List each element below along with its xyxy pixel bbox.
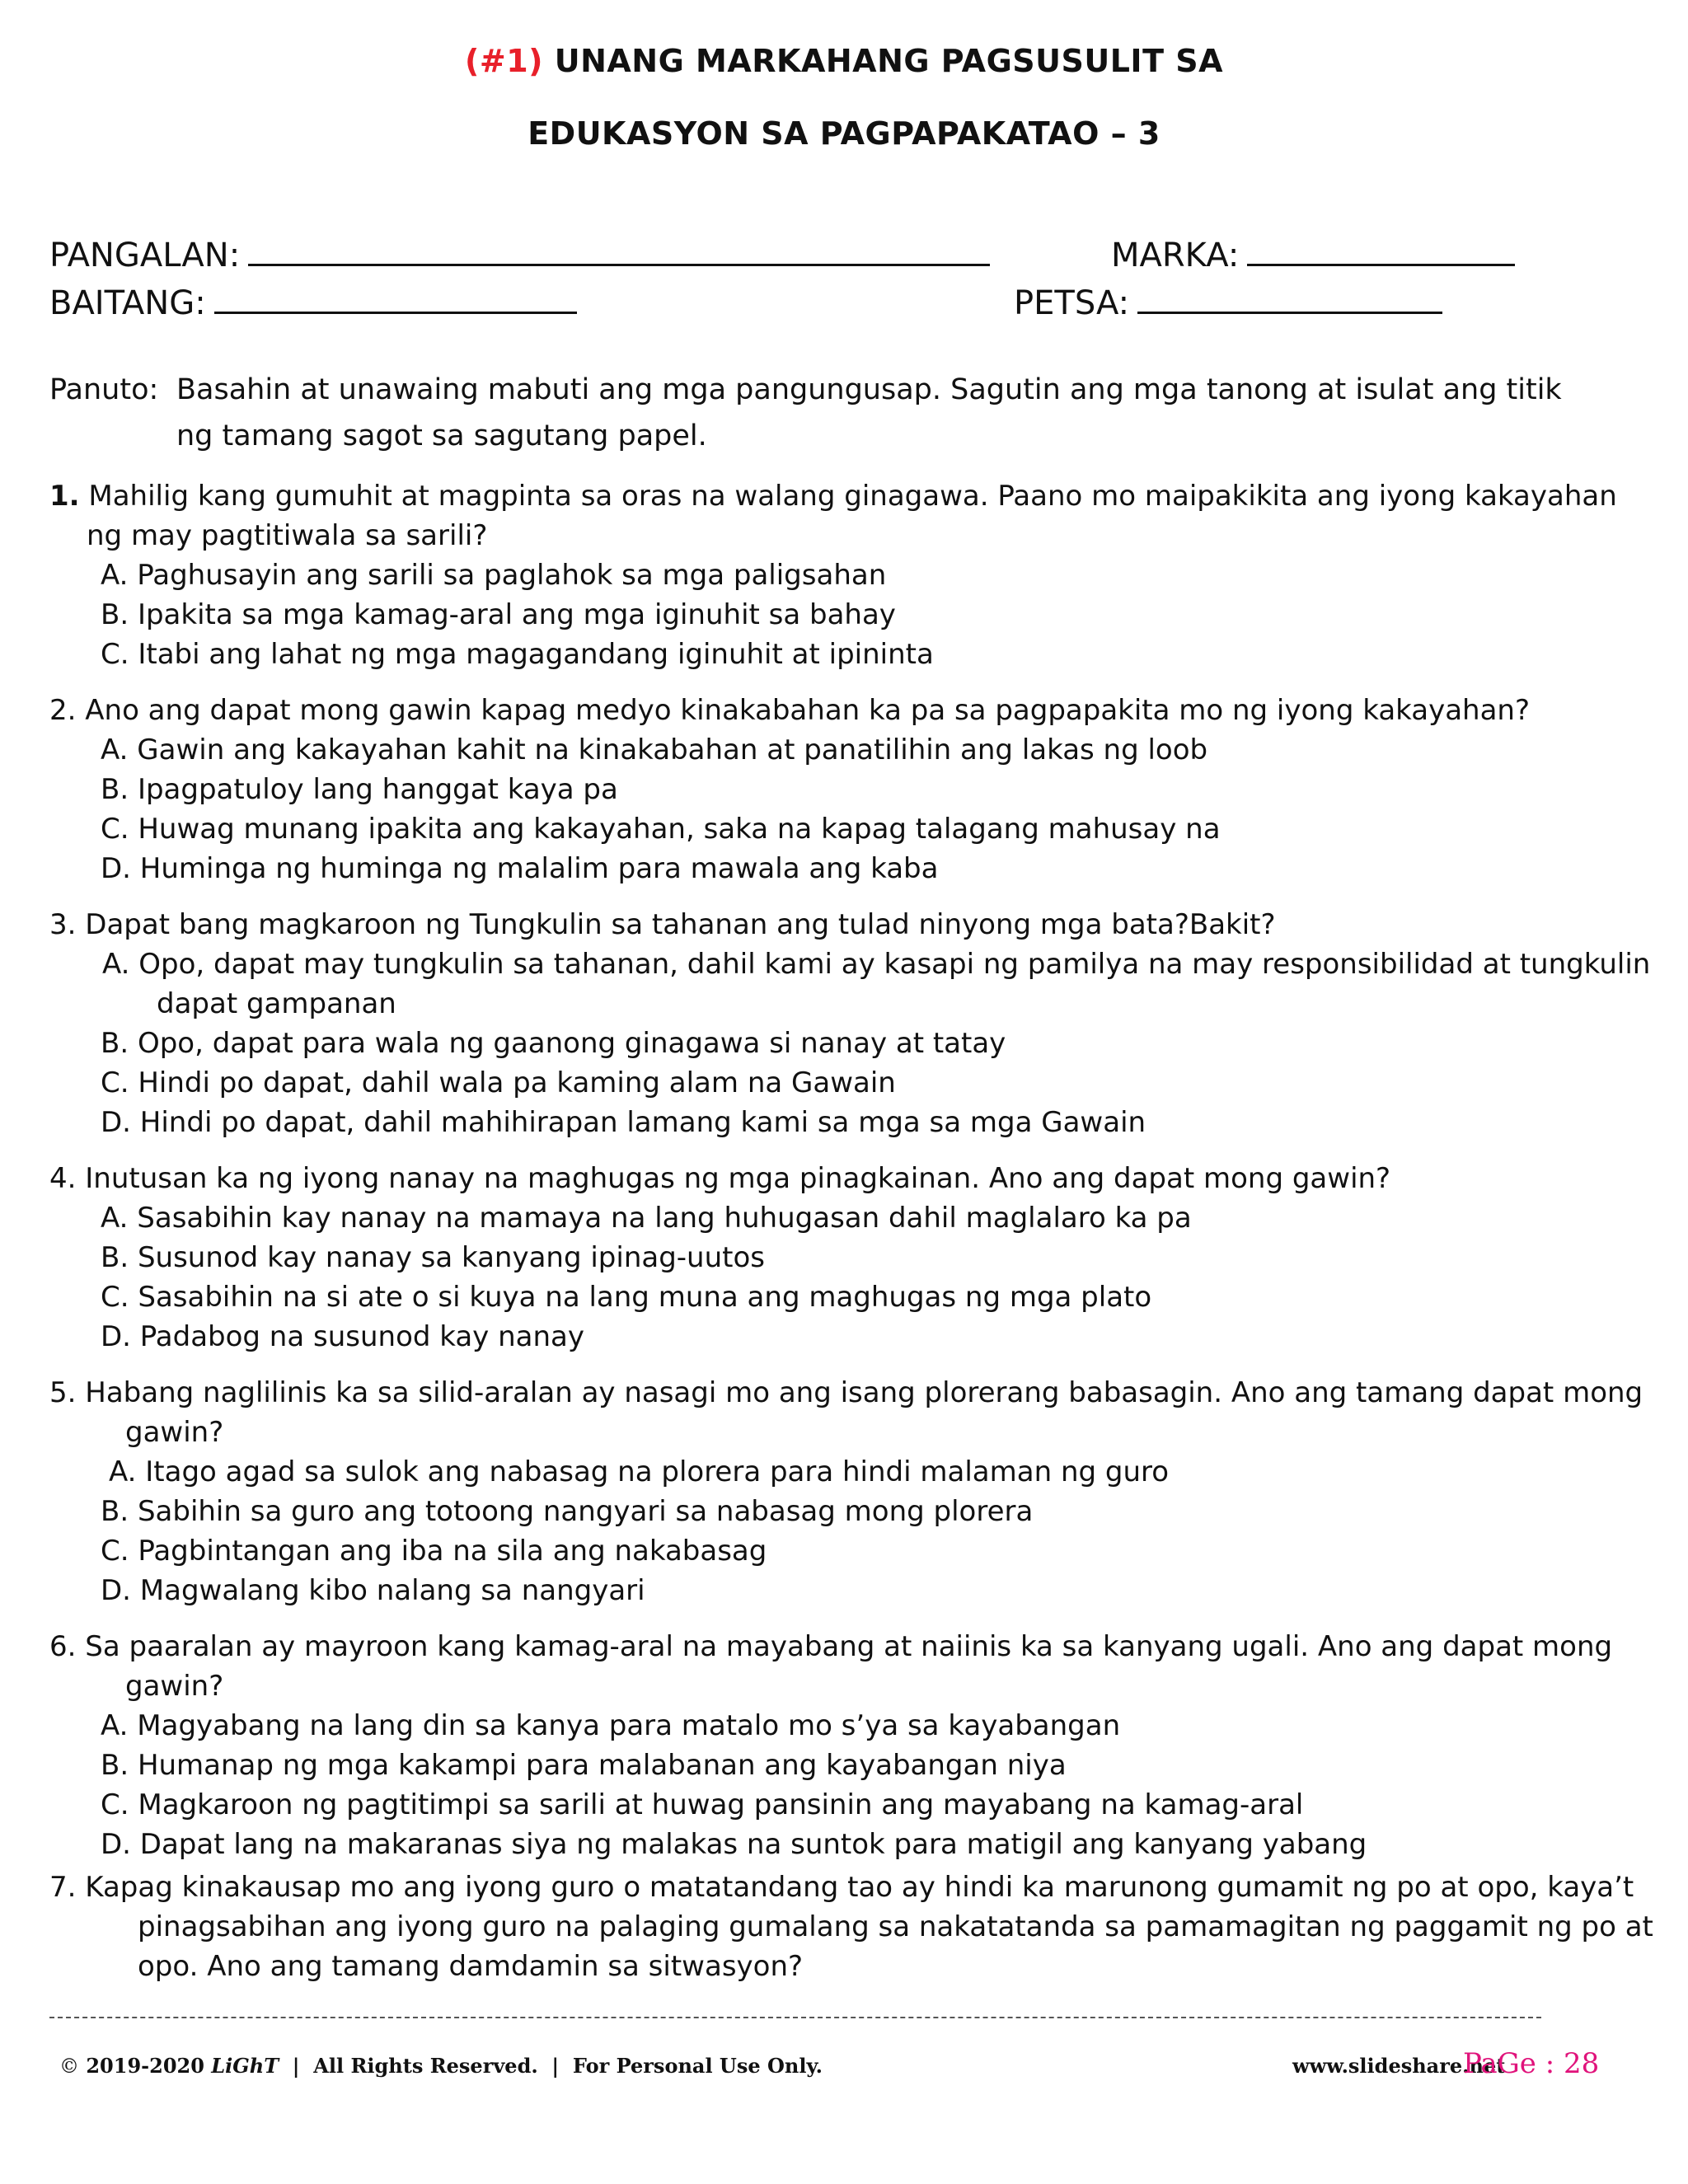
instructions-line1: Basahin at unawaing mabuti ang mga pangungusap. Sagutin ang mga tanong at isulat ang titik xyxy=(176,373,1562,406)
question-stem: Sa paaralan ay mayroon kang kamag-aral na mayabang at naiinis ka sa kanyang ugali. Ano ang dapat mong gawin? xyxy=(85,1630,1613,1703)
instructions xyxy=(49,367,1566,459)
date-field xyxy=(1014,279,1442,326)
option-d[interactable]: D. Hindi po dapat, dahil mahihirapan lamang kami sa mga sa mga Gawain xyxy=(101,1106,1146,1139)
option-a[interactable]: A. Itago agad sa sulok ang nabasag na plorera para hindi malaman ng guro xyxy=(109,1455,1170,1488)
question-list xyxy=(49,476,1657,2003)
page-number: PaGe : 28 xyxy=(1463,2047,1600,2080)
exam-title-line1 xyxy=(0,43,1688,79)
footer-separator: | xyxy=(292,2054,300,2078)
option-b[interactable]: B. Ipagpatuloy lang hanggat kaya pa xyxy=(101,773,618,806)
exam-title-line2: EDUKASYON SA PAGPAPAKATAO – 3 xyxy=(528,115,1160,152)
exam-number-tag: (#1) xyxy=(464,43,543,79)
option-c[interactable]: C. Sasabihin na si ate o si kuya na lang muna ang maghugas ng mga plato xyxy=(101,1281,1152,1314)
brand-name: LiGhT xyxy=(211,2054,279,2078)
name-label: PANGALAN: xyxy=(49,237,241,274)
score-label: MARKA: xyxy=(1111,237,1240,274)
option-b[interactable]: B. Ipakita sa mga kamag-aral ang mga iginuhit sa bahay xyxy=(101,598,896,631)
question-number: 5. xyxy=(49,1376,77,1409)
grade-field xyxy=(49,279,577,326)
question-stem: Ano ang dapat mong gawin kapag medyo kinakabahan ka pa sa pagpapakita mo ng iyong kakayahan? xyxy=(85,694,1531,727)
instructions-line2: ng tamang sagot sa sagutang papel. xyxy=(176,419,707,452)
use-text: For Personal Use Only. xyxy=(572,2054,823,2078)
option-c[interactable]: C. Hindi po dapat, dahil wala pa kaming alam na Gawain xyxy=(101,1066,896,1099)
option-d[interactable]: D. Magwalang kibo nalang sa nangyari xyxy=(101,1574,645,1607)
option-b[interactable]: B. Humanap ng mga kakampi para malabanan ang kayabangan niya xyxy=(101,1749,1067,1782)
score-blank[interactable] xyxy=(1247,231,1515,266)
question-number: 2. xyxy=(49,694,77,727)
question-stem: Mahilig kang gumuhit at magpinta sa oras na walang ginagawa. Paano mo maipakikita ang iyong kakayahan ng may pagtitiwala sa sarili? xyxy=(87,480,1617,552)
option-a[interactable]: A. Sasabihin kay nanay na mamaya na lang huhugasan dahil maglalaro ka pa xyxy=(101,1202,1192,1235)
question-1 xyxy=(49,476,1657,674)
grade-label: BAITANG: xyxy=(49,284,206,322)
question-stem: Habang naglilinis ka sa silid-aralan ay nasagi mo ang isang plorerang babasagin. Ano ang tamang dapat mong gawin? xyxy=(85,1376,1643,1449)
option-d[interactable]: D. Huminga ng huminga ng malalim para mawala ang kaba xyxy=(101,852,939,885)
rights-text: All Rights Reserved. xyxy=(313,2054,538,2078)
question-4 xyxy=(49,1159,1657,1357)
option-c[interactable]: C. Magkaroon ng pagtitimpi sa sarili at huwag pansinin ang mayabang na kamag-aral xyxy=(101,1788,1304,1821)
footer-copyright xyxy=(59,2054,823,2078)
footer-separator: | xyxy=(551,2054,560,2078)
option-b[interactable]: B. Opo, dapat para wala ng gaanong ginagawa si nanay at tatay xyxy=(101,1027,1006,1060)
question-stem: Kapag kinakausap mo ang iyong guro o matatandang tao ay hindi ka marunong gumamit ng po at opo, kaya’t pinagsabihan ang iyong guro na palaging gumalang sa nakatatanda sa pamamagitan ng paggamit ng po at opo. Ano ang tamang damdamin sa sitwasyon? xyxy=(85,1871,1653,1983)
option-a[interactable]: A. Magyabang na lang din sa kanya para matalo mo s’ya sa kayabangan xyxy=(101,1709,1121,1742)
question-number: 3. xyxy=(49,908,77,941)
option-a[interactable]: A. Gawin ang kakayahan kahit na kinakabahan at panatilihin ang lakas ng loob xyxy=(101,733,1208,766)
footer-url[interactable]: www.slideshare.net xyxy=(1292,2054,1506,2078)
question-number: 4. xyxy=(49,1162,77,1195)
option-c[interactable]: C. Itabi ang lahat ng mga magagandang iginuhit at ipininta xyxy=(101,638,934,671)
question-number: 1. xyxy=(49,480,80,513)
grade-blank[interactable] xyxy=(214,279,577,314)
instructions-lead: Panuto: xyxy=(49,373,159,406)
question-stem: Inutusan ka ng iyong nanay na maghugas ng mga pinagkainan. Ano ang dapat mong gawin? xyxy=(85,1162,1391,1195)
copyright-icon: © xyxy=(59,2055,79,2078)
score-field xyxy=(1111,231,1515,279)
question-3 xyxy=(49,905,1657,1142)
name-blank[interactable] xyxy=(248,231,990,266)
copyright-years: 2019-2020 xyxy=(86,2054,204,2078)
date-blank[interactable] xyxy=(1137,279,1442,314)
question-6 xyxy=(49,1627,1657,1864)
exam-title-text: UNANG MARKAHANG PAGSUSULIT SA xyxy=(554,43,1223,79)
date-label: PETSA: xyxy=(1014,284,1130,322)
option-d[interactable]: D. Dapat lang na makaranas siya ng malakas na suntok para matigil ang kanyang yabang xyxy=(101,1828,1367,1861)
question-2 xyxy=(49,691,1657,888)
name-field xyxy=(49,231,990,279)
question-number: 7. xyxy=(49,1871,77,1904)
option-a[interactable]: A. Opo, dapat may tungkulin sa tahanan, dahil kami ay kasapi ng pamilya na may responsibilidad at tungkulin dapat gampanan xyxy=(102,948,1651,1020)
option-b[interactable]: B. Sabihin sa guro ang totoong nangyari sa nabasag mong plorera xyxy=(101,1495,1034,1528)
option-a[interactable]: A. Paghusayin ang sarili sa paglahok sa mga paligsahan xyxy=(101,559,887,592)
option-b[interactable]: B. Susunod kay nanay sa kanyang ipinag-uutos xyxy=(101,1241,766,1274)
option-c[interactable]: C. Huwag munang ipakita ang kakayahan, saka na kapag talagang mahusay na xyxy=(101,813,1221,846)
question-number: 6. xyxy=(49,1630,77,1663)
question-5 xyxy=(49,1373,1657,1610)
question-7 xyxy=(49,1868,1657,1986)
footer-divider xyxy=(49,2017,1541,2018)
option-c[interactable]: C. Pagbintangan ang iba na sila ang nakabasag xyxy=(101,1535,767,1568)
question-stem: Dapat bang magkaroon ng Tungkulin sa tahanan ang tulad ninyong mga bata?Bakit? xyxy=(85,908,1276,941)
option-d[interactable]: D. Padabog na susunod kay nanay xyxy=(101,1320,584,1353)
